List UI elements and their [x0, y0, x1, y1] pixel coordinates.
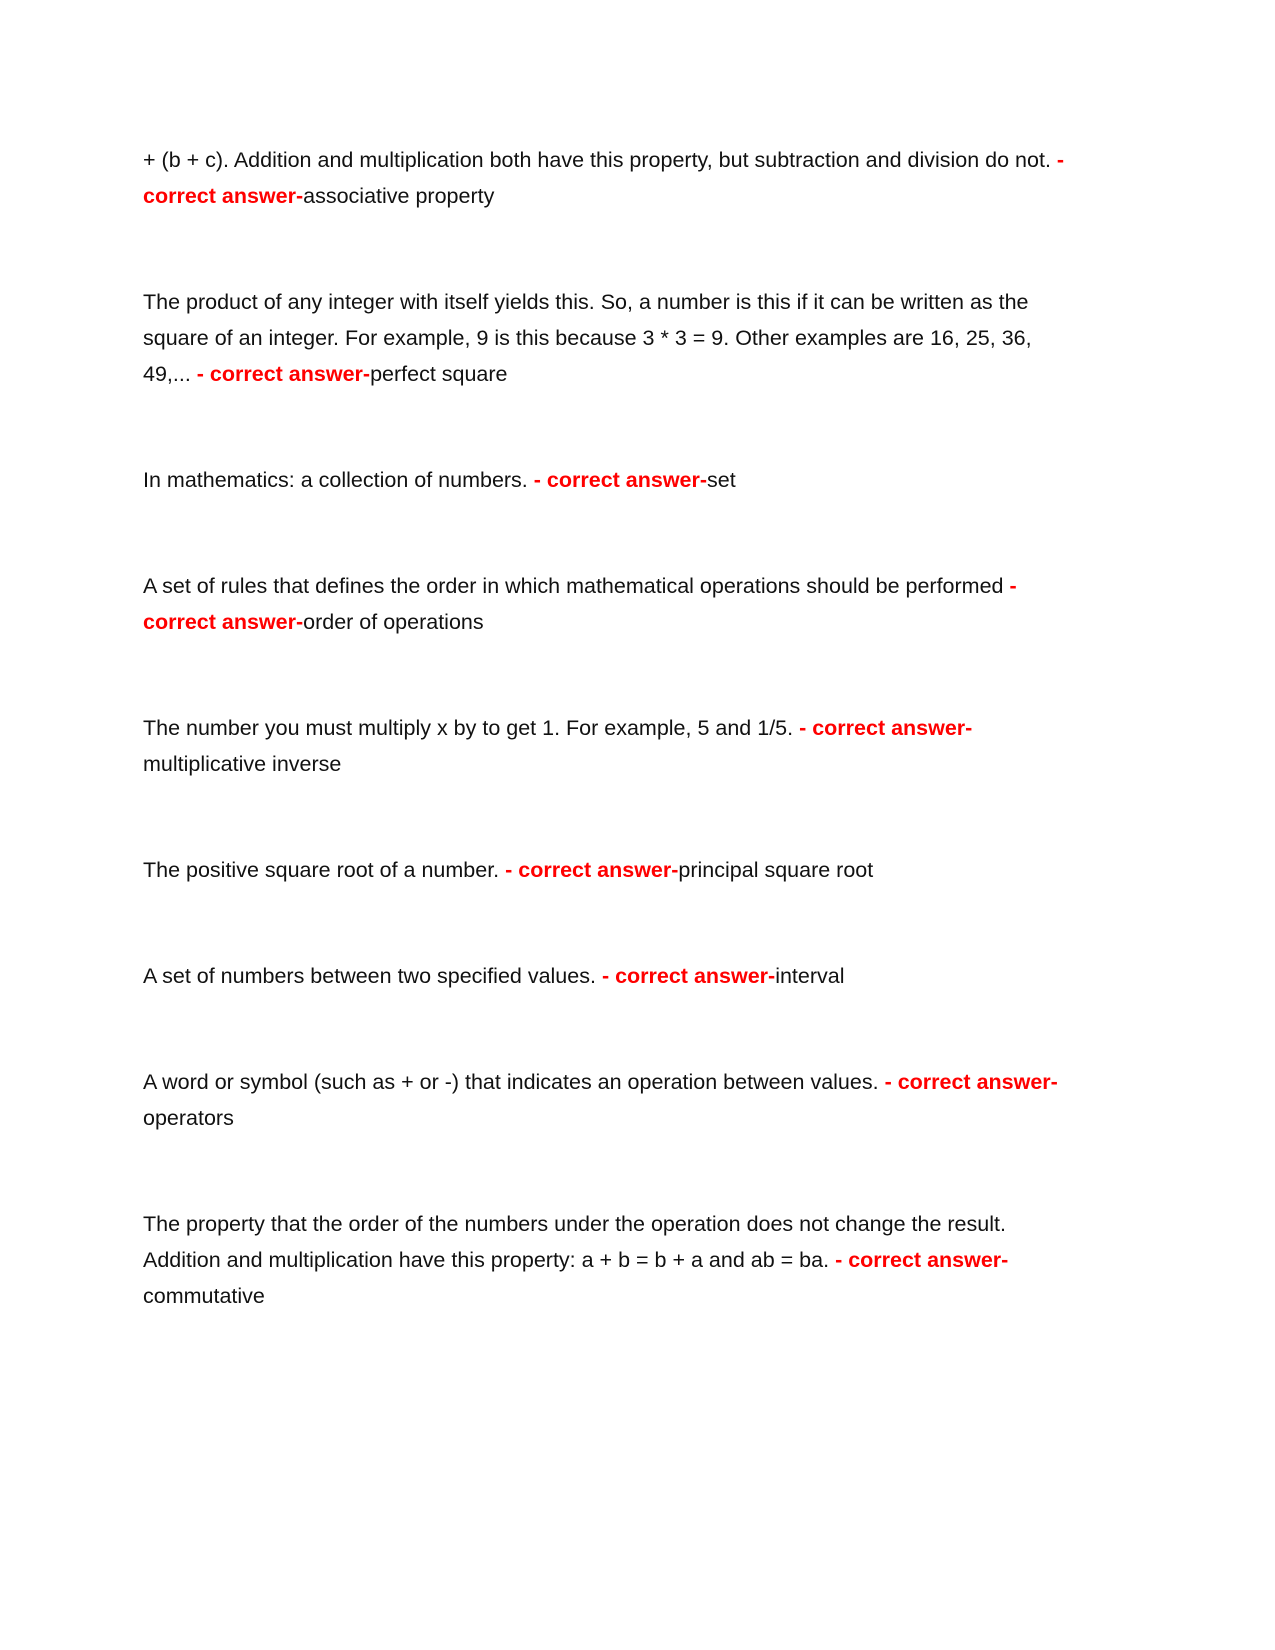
qa-item — [143, 284, 1078, 392]
qa-item — [143, 1064, 1078, 1136]
answer-text: set — [707, 468, 736, 492]
answer-marker: - correct answer- — [143, 574, 1017, 634]
question-text: A word or symbol (such as + or -) that indicates an operation between values. — [143, 1070, 879, 1094]
question-text: The product of any integer with itself yields this. So, a number is this if it can be written as the square of an integer. For example, 9 is this because 3 * 3 = 9. Other examples are 16, 25, 36, 49,... — [143, 290, 1032, 386]
question-text: A set of numbers between two specified values. — [143, 964, 596, 988]
answer-text: associative property — [303, 184, 495, 208]
answer-text: commutative — [143, 1284, 265, 1308]
answer-text: multiplicative inverse — [143, 752, 342, 776]
answer-marker: - correct answer- — [533, 468, 708, 492]
qa-item — [143, 142, 1078, 214]
answer-text: order of operations — [303, 610, 484, 634]
qa-item — [143, 1206, 1078, 1314]
answer-marker: - correct answer- — [835, 1248, 1009, 1272]
answer-marker: - correct answer- — [143, 148, 1065, 208]
question-text: A set of rules that defines the order in which mathematical operations should be performed — [143, 574, 1004, 598]
question-text: In mathematics: a collection of numbers. — [143, 468, 528, 492]
qa-item — [143, 568, 1078, 640]
qa-item — [143, 958, 1078, 994]
answer-marker: - correct answer- — [884, 1070, 1058, 1094]
question-text: The positive square root of a number. — [143, 858, 500, 882]
answer-text: perfect square — [370, 362, 508, 386]
document-page — [143, 142, 1078, 1384]
answer-marker: - correct answer- — [505, 858, 679, 882]
answer-text: principal square root — [678, 858, 874, 882]
question-text: The number you must multiply x by to get 1. For example, 5 and 1/5. — [143, 716, 794, 740]
qa-item — [143, 462, 1078, 498]
answer-marker: - correct answer- — [601, 964, 776, 988]
answer-marker: - correct answer- — [196, 362, 371, 386]
answer-marker: - correct answer- — [799, 716, 973, 740]
answer-text: interval — [775, 964, 845, 988]
qa-item — [143, 710, 1078, 782]
question-text: The property that the order of the numbers under the operation does not change the result. Addition and multiplication have this property: a + b = b + a and ab = ba. — [143, 1212, 1006, 1272]
answer-text: operators — [143, 1106, 234, 1130]
question-text: + (b + c). Addition and multiplication both have this property, but subtraction and division do not. — [143, 148, 1051, 172]
qa-item — [143, 852, 1078, 888]
